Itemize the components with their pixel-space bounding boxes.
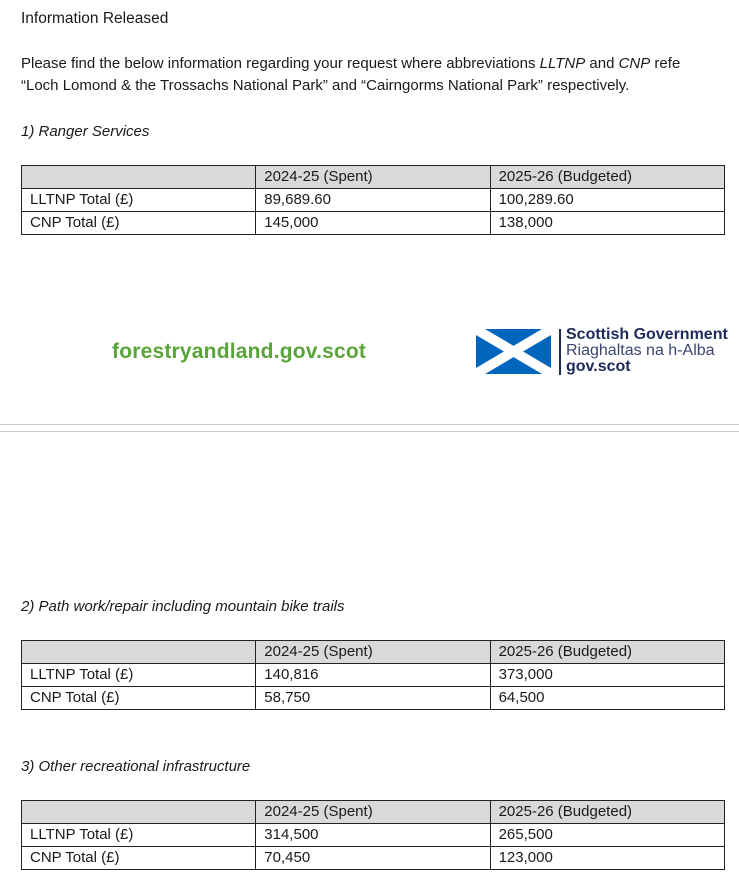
value-budgeted: 138,000 [490, 212, 724, 235]
header-cell-spent: 2024-25 (Spent) [256, 801, 490, 824]
value-spent: 58,750 [256, 687, 490, 710]
intro-line-1 [21, 55, 680, 72]
sg-logo-divider [559, 329, 561, 375]
row-label: LLTNP Total (£) [22, 824, 256, 847]
table-other-infrastructure [21, 800, 725, 870]
header-cell-budgeted: 2025-26 (Budgeted) [490, 166, 724, 189]
value-budgeted: 64,500 [490, 687, 724, 710]
value-budgeted: 100,289.60 [490, 189, 724, 212]
saltire-flag-icon [476, 329, 551, 374]
table-row [22, 189, 725, 212]
value-budgeted: 123,000 [490, 847, 724, 870]
value-spent: 145,000 [256, 212, 490, 235]
scottish-government-logo [566, 327, 728, 375]
document-heading: Information Released [21, 10, 169, 27]
row-label: LLTNP Total (£) [22, 189, 256, 212]
intro-line-2: “Loch Lomond & the Trossachs National Park” and “Cairngorms National Park” respectively. [21, 77, 630, 94]
section-title-ranger-services: 1) Ranger Services [21, 123, 150, 140]
table-row [22, 664, 725, 687]
row-label: CNP Total (£) [22, 847, 256, 870]
table-row [22, 847, 725, 870]
table-row [22, 687, 725, 710]
row-label: CNP Total (£) [22, 212, 256, 235]
row-label: CNP Total (£) [22, 687, 256, 710]
value-spent: 70,450 [256, 847, 490, 870]
table-header-row [22, 641, 725, 664]
forestry-land-scotland-logo: forestryandland.gov.scot [112, 340, 367, 363]
table-path-work [21, 640, 725, 710]
header-cell-spent: 2024-25 (Spent) [256, 641, 490, 664]
page-break-line [0, 424, 739, 425]
header-cell-blank [22, 166, 256, 189]
table-header-row [22, 801, 725, 824]
header-cell-blank [22, 641, 256, 664]
abbr-lltnp: LLTNP [539, 55, 586, 72]
table-header-row [22, 166, 725, 189]
section-title-other-infrastructure: 3) Other recreational infrastructure [21, 758, 251, 775]
section-title-path-work: 2) Path work/repair including mountain bike trails [21, 598, 345, 615]
abbr-cnp: CNP [618, 55, 651, 72]
sg-name-english: Scottish Government [566, 326, 728, 343]
table-ranger-services [21, 165, 725, 235]
page-break-line [0, 431, 739, 432]
value-spent: 89,689.60 [256, 189, 490, 212]
intro-text-mid: and [585, 55, 619, 72]
row-label: LLTNP Total (£) [22, 664, 256, 687]
header-cell-budgeted: 2025-26 (Budgeted) [490, 801, 724, 824]
value-spent: 314,500 [256, 824, 490, 847]
sg-domain: gov.scot [566, 358, 631, 375]
header-cell-spent: 2024-25 (Spent) [256, 166, 490, 189]
header-cell-budgeted: 2025-26 (Budgeted) [490, 641, 724, 664]
sg-name-gaelic: Riaghaltas na h-Alba [566, 342, 715, 359]
header-cell-blank [22, 801, 256, 824]
value-budgeted: 373,000 [490, 664, 724, 687]
value-budgeted: 265,500 [490, 824, 724, 847]
table-row [22, 212, 725, 235]
intro-text-after: refe [650, 55, 681, 72]
intro-text-before: Please find the below information regarding your request where abbreviations [21, 55, 540, 72]
table-row [22, 824, 725, 847]
value-spent: 140,816 [256, 664, 490, 687]
